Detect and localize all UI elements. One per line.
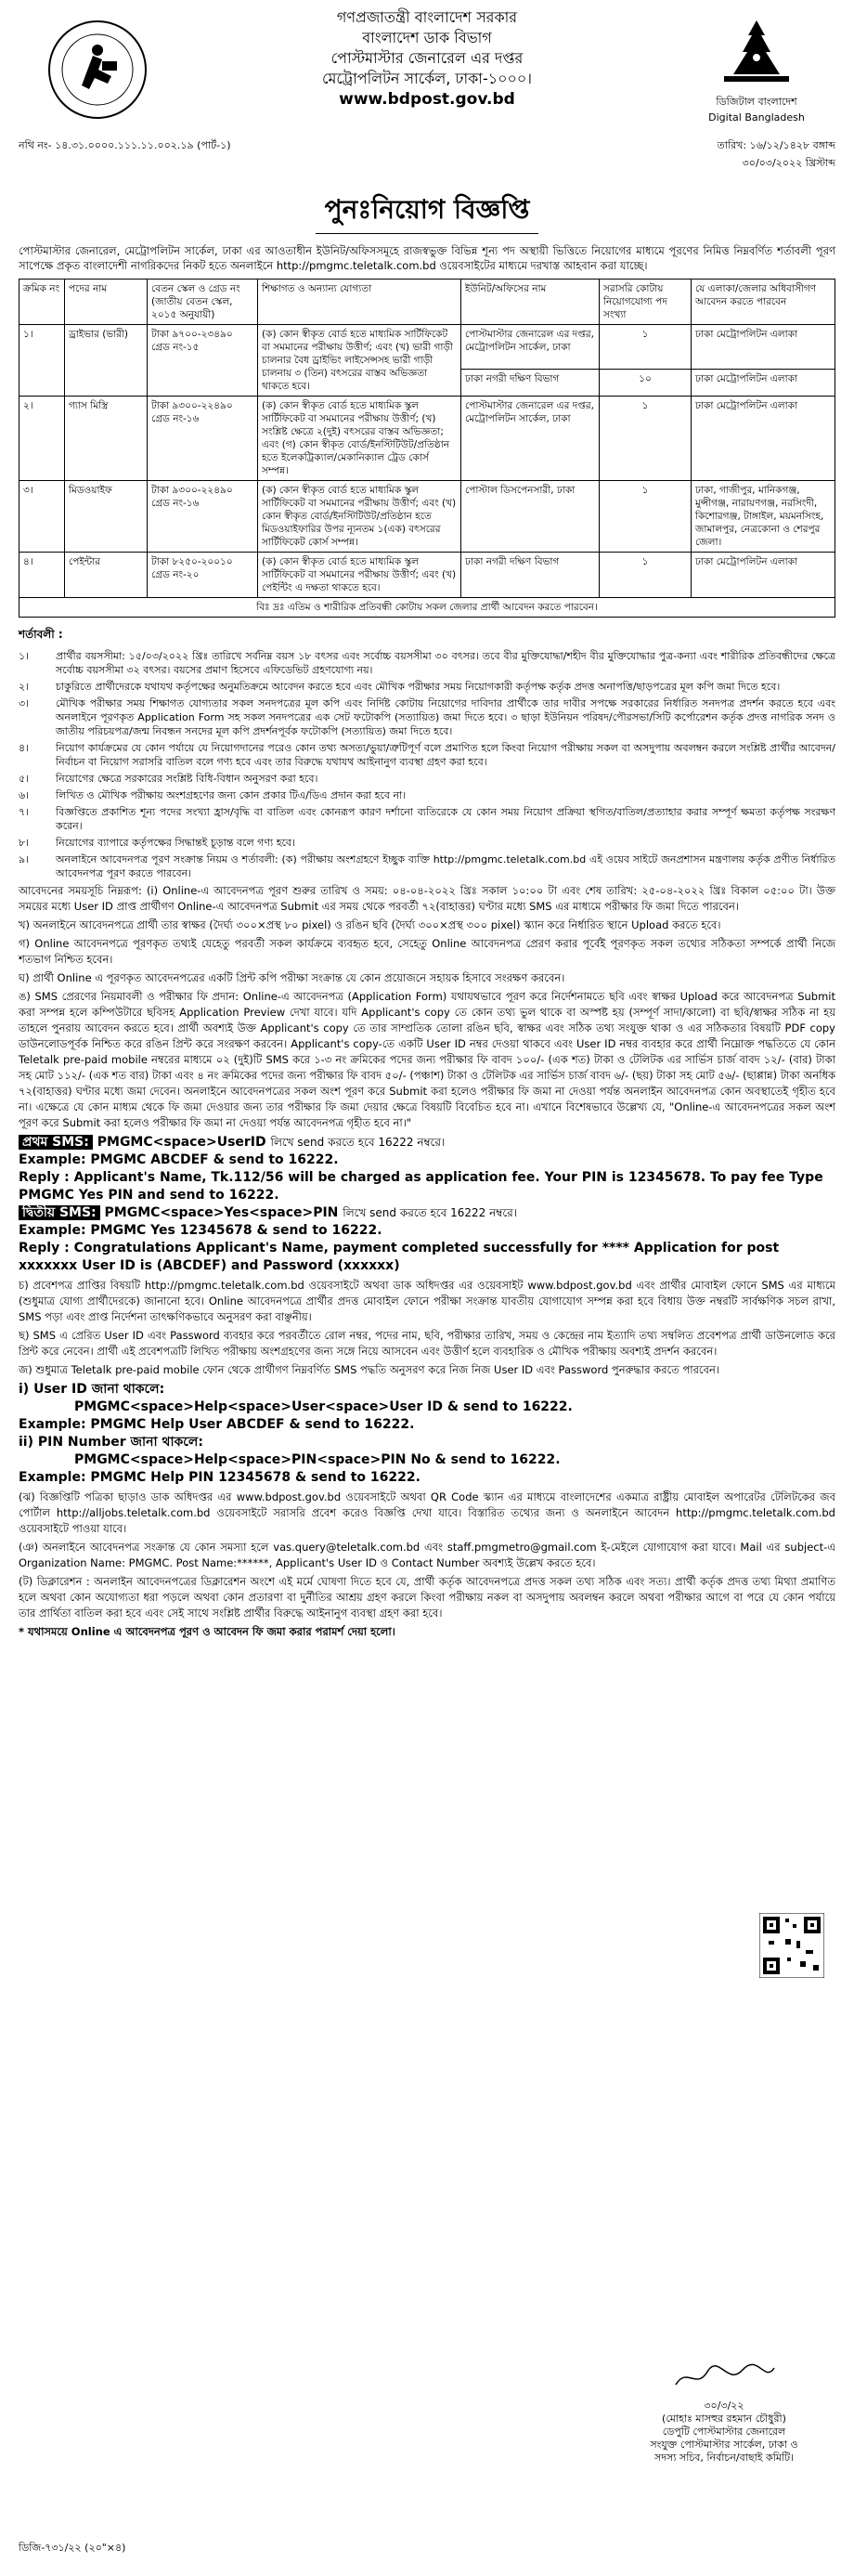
notice-page xyxy=(19,0,835,2554)
conditions-list xyxy=(19,649,835,880)
print-paragraph: ঘ) প্রার্থী Online এ পূরণকৃত আবেদনপত্রের একটি প্রিন্ট কপি পরীক্ষা সংক্রান্ত যে কোন প্রয়োজনে সহায়ক হিসাবে সংরক্ষণ করবেন। xyxy=(19,971,565,984)
first-sms-tail: লিখে send করতে হবে 16222 নম্বরে। xyxy=(270,1136,446,1149)
first-sms-reply: Reply : Applicant's Name, Tk.112/56 will be charged as application fee. Your PIN is 12345678. To pay fee Type PMGMC Yes PIN and send to 16222. xyxy=(19,1170,823,1203)
declaration-paragraph: (ট) ডিক্লারেশন : অনলাইন আবেদনপত্রের ডিক্লারেশন অংশে এই মর্মে ঘোষণা দিতে হবে যে, প্রার্থী কর্তৃক আবেদনপত্রে প্রদত্ত সকল তথ্য সঠিক এবং সত্য। প্রার্থী কর্তৃক প্রদত্ত তথ্য মিথ্যা প্রমাণিত হলে অথবা কোন অযোগ্যতা ধরা পড়লে অথবা কোন প্রতারণা বা দুর্নীতির আশ্রয় গ্রহণ করলে কিংবা পরীক্ষায় নকল বা অসদুপায় অবলম্বন করলে অথবা পরীক্ষার আগে বা পরে যে কোন পর্যায়ে তার প্রার্থিতা বাতিল করা হবে এবং সেই সাথে সংশ্লিষ্ট প্রার্থীর বিরুদ্ধে আইনানুগ ব্যবস্থা গ্রহণ করা হবে। xyxy=(19,1575,835,1620)
row-serial: ২। xyxy=(19,397,65,481)
item-text: নিয়োগের ক্ষেত্রে সরকারের সংশ্লিষ্ট বিধি-বিধান অনুসরণ করা হবে। xyxy=(56,773,318,785)
recovery-block xyxy=(19,1381,835,1487)
memo-date-bn: তারিখ: ১৬/১২/১৪২৮ বঙ্গাব্দ xyxy=(717,139,835,151)
website-line: www.bdpost.gov.bd xyxy=(339,90,515,109)
letterhead xyxy=(19,7,835,147)
userid-password-paragraph: ছ) SMS এ প্রেরিত User ID এবং Password ব্যবহার করে পরবর্তীতে রোল নম্বর, পদের নাম, ছবি, পরীক্ষার তারিখ, সময় ও কেন্দ্রের নাম ইত্যাদি তথ্য সম্বলিত প্রবেশপত্র প্রার্থী ডাউনলোড করে প্রিন্ট করে নেবেন। প্রার্থী এই প্রবেশপত্রটি লিখিত পরীক্ষায় অংশগ্রহণের জন্য সঙ্গে নিয়ে আসবেন এবং উত্তীর্ণ হলে ব্যবহারিক ও মৌখিক পরীক্ষায় অবশ্যই প্রদর্শন করবেন। xyxy=(19,1329,835,1358)
list-item xyxy=(19,680,835,694)
row-area: ঢাকা মেট্রোপলিটন এলাকা xyxy=(692,325,835,370)
item-number: ৩। xyxy=(19,697,30,709)
item-text: বিজ্ঞপ্তিতে প্রকাশিত শূন্য পদের সংখ্যা হ্রাস/বৃদ্ধি বা বাতিল এবং কোনরূপ কারণ দর্শানো ব্যতিরেকে যে কোন সময় নিয়োগ প্রক্রিয়া স্থগিত/বাতিল/প্রত্যাহার করার সম্পূর্ণ ক্ষমতা কর্তৃপক্ষ সংরক্ষণ করেন। xyxy=(56,806,835,832)
conditions-heading: শর্তাবলী : xyxy=(19,628,63,641)
list-item xyxy=(19,696,835,738)
row-serial: ১। xyxy=(19,325,65,397)
item-number: ২। xyxy=(19,681,30,693)
sms-rules-paragraph: ঙ) SMS প্রেরণের নিয়মাবলী ও পরীক্ষার ফি প্রদান: Online-এ আবেদনপত্র (Application Form) যথাযথভাবে পূরণ করে নির্দেশনামতে ছবি এবং স্বাক্ষর Upload করে আবেদনপত্র Submit করা সম্পন্ন হলে কম্পিউটারে ছবিসহ Application Preview দেখা যাবে। যদি Applicant's copy তে কোন তথ্য ভুল থাকে বা অস্পষ্ট হয় (সম্পূর্ণ সাদা/কালো) বা ছবি/স্বাক্ষর সঠিক না হয় তাহলে পুনরায় আবেদন করতে হবে। প্রার্থী অবশ্যই উক্ত Applicant's copy তে তার সাম্প্রতিক তোলা রঙিন ছবি, স্বাক্ষর এবং সঠিক তথ্য সংযুক্ত থাকা ও এর সঠিকতার বিষয়টি PDF copy ডাউনলোডপূর্বক নিশ্চিত করে রঙিন প্রিন্ট করে সংরক্ষণ করবেন। Applicant's copy-তে একটি User ID নম্বর দেওয়া থাকবে এবং User ID নম্বর ব্যবহার করে প্রার্থী নিম্নোক্ত পদ্ধতিতে যে কোন Teletalk pre-paid mobile নম্বরের মাধ্যমে ০২ (দুই)টি SMS করে ১-৩ নং ক্রমিকের পদের জন্য পরীক্ষার ফি বাবদ ১০০/- (এক শত) টাকা ও টেলিটক এর সার্ভিস চার্জ বাবদ ১২/- (বার) টাকা সহ মোট ১১২/- (এক শত বার) টাকা এবং ৪ নং ক্রমিকের পদের জন্য পরীক্ষার ফি বাবদ ৫০/- (পঞ্চাশ) টাকা ও টেলিটক এর সার্ভিস চার্জ বাবদ ৬/- (ছয়) টাকা সহ মোট ৫৬/- (ছাপ্পান্ন) টাকা অনধিক ৭২(বাহাত্তর) ঘণ্টার মধ্যে জমা দেবেন। অনলাইনে আবেদনপত্রের সকল অংশ পূরণ করে Submit করা হলেও পরীক্ষার ফি জমা না দেওয়া পর্যন্ত অনলাইন আবেদনপত্র কোন অবস্থাতেই গৃহীত হবে না। এক্ষেত্রে যে কোন মাধ্যম থেকে ফি জমা দেওয়ার জন্য তার পরীক্ষার ফি জমা দেয়ার ক্ষেত্রে বিষয়টি বিবেচিত হবে না। এখানে বিশেষভাবে উল্লেখ্য যে, "Online-এ আবেদনপত্রের সকল অংশ পূরণ করে Submit করা হলেও পরীক্ষার ফি জমা না দেওয়া পর্যন্ত আবেদনপত্র গৃহীত হবে না।" xyxy=(19,990,835,1129)
footer-code: ডিজি-৭৩১/২২ (২০"×৪) xyxy=(19,2542,126,2554)
list-item xyxy=(19,852,835,880)
row-serial: ৩। xyxy=(19,481,65,553)
second-sms-reply: Reply : Congratulations Applicant's Name, payment completed successfully for **** Application for post xxxxxxx User ID is (ABCDEF) and Password (xxxxxx) xyxy=(19,1241,780,1273)
list-item xyxy=(19,649,835,677)
row-count: ১ xyxy=(600,481,692,553)
row-count: ১ xyxy=(600,325,692,370)
row-post: গ্যাস মিস্ত্রি xyxy=(65,397,148,481)
item-text: চাকুরিতে প্রার্থীদেরকে যথাযথ কর্তৃপক্ষের অনুমতিক্রমে আবেদন করতে হবে এবং মৌখিক পরীক্ষার সময় নিয়োগকারী কর্তৃপক্ষ কর্তৃক প্রদত্ত অনাপত্তি/ছাড়পত্রের মূল কপি জমা দিতে হবে। xyxy=(56,681,781,693)
website-paragraph: (ঝ) বিজ্ঞপ্তিটি পত্রিকা ছাড়াও ডাক অধিদপ্তর এর www.bdpost.gov.bd ওয়েবসাইটে অথবা QR Code স্ক্যান এর মাধ্যমে বাংলাদেশের একমাত্র রাষ্ট্রীয় মোবাইল অপারেটর টেলিটকের জব পোর্টাল http://alljobs.teletalk.com.bd ওয়েবসাইটে সরাসরি প্রবেশ করেও বিজ্ঞপ্তি দেখা যাবে। বিস্তারিত তথ্যের জন্য ও অনলাইনে আবেদন http://pmgmc.teletalk.com.bd ওয়েবসাইটে পাওয়া যাবে। xyxy=(19,1490,835,1535)
second-sms-tail: লিখে send করতে হবে 16222 নম্বরে। xyxy=(343,1206,518,1219)
item-number: ৪। xyxy=(19,742,30,754)
list-item xyxy=(19,741,835,769)
upload-paragraph: খ) অনলাইনে আবেদনপত্রে প্রার্থী তার স্বাক্ষর (দৈর্ঘ্য ৩০০×প্রস্থ ৮০ pixel) ও রঙিন ছবি (দৈর্ঘ্য ৩০০×প্রস্থ ৩০০ pixel) স্ক্যান করে নির্ধারিত স্থানে Upload করতে হবে। xyxy=(19,918,721,931)
row-area: ঢাকা মেট্রোপলিটন এলাকা xyxy=(692,397,835,481)
digital-bangladesh-emblem-icon xyxy=(715,17,798,91)
col-serial: ক্রমিক নং xyxy=(19,280,65,325)
row-unit: ঢাকা নগরী দক্ষিণ বিভাগ xyxy=(461,553,600,598)
vacancy-table xyxy=(19,279,835,618)
first-sms-line xyxy=(19,1134,835,1151)
col-unit: ইউনিট/অফিসের নাম xyxy=(461,280,600,325)
row-unit: পোস্টমাস্টার জেনারেল এর দপ্তর, মেট্রোপলিটন সার্কেল, ঢাকা xyxy=(461,397,600,481)
admit-card-paragraph: চ) প্রবেশপত্র প্রাপ্তির বিষয়টি http://pmgmc.teletalk.com.bd ওয়েবসাইটে অথবা ডাক অধিদপ্তর এর ওয়েবসাইট www.bdpost.gov.bd এবং প্রার্থীর মোবাইল ফোনে SMS এর মাধ্যমে (শুধুমাত্র যোগ্য প্রার্থীদেরকে) জানানো হবে। Online আবেদনপত্রে প্রার্থীর প্রদত্ত মোবাইল ফোনে পরীক্ষা সংক্রান্ত যাবতীয় যোগাযোগ সম্পন্ন করা হবে বিধায় উক্ত নম্বরটি সার্বক্ষণিক সচল রাখা, SMS পড়া এবং প্রাপ্ত নির্দেশনা তাৎক্ষণিকভাবে অনুসরণ করা বাঞ্ছনীয়। xyxy=(19,1279,835,1323)
row-post: ড্রাইভার (ভারী) xyxy=(65,325,148,397)
table-row xyxy=(19,325,835,370)
pin-recovery-heading: ii) PIN Number জানা থাকলে: xyxy=(19,1435,203,1450)
second-sms-block xyxy=(19,1204,835,1275)
item-number: ৭। xyxy=(19,806,30,818)
row-area: ঢাকা মেট্রোপলিটন এলাকা xyxy=(692,370,835,397)
notice-title: পুনঃনিয়োগ বিজ্ঞপ্তি xyxy=(316,189,539,234)
item-number: ১। xyxy=(19,650,30,662)
row-qualification: (ক) কোন স্বীকৃত বোর্ড হতে মাধ্যমিক স্কুল সার্টিফিকেট বা সমমানের পরীক্ষায় উত্তীর্ণ; এবং (খ) পেইন্টিং এ দক্ষতা থাকতে হবে। xyxy=(258,553,461,598)
userid-recovery-format: PMGMC<space>Help<space>User<space>User ID & send to 16222. xyxy=(74,1399,573,1414)
signatory-title-1: ডেপুটি পোস্টমাস্টার জেনারেল xyxy=(662,2426,786,2438)
row-post: মিডওয়াইফ xyxy=(65,481,148,553)
schedule-paragraph: আবেদনের সময়সূচি নিম্নরূপ: (i) Online-এ আবেদনপত্র পূরণ শুরুর তারিখ ও সময়: ০৪-০৪-২০২২ খ্রিঃ সকাল ১০:০০ টা এবং শেষ তারিখ: ২৫-০৪-২০২২ খ্রিঃ বিকাল ০৫:০০ টা। উক্ত সময়ের মধ্যে User ID প্রাপ্ত প্রার্থীগণ Online-এ আবেদনপত্র Submit এর সময় থেকে পরবর্তী ৭২(বাহাত্তর) ঘণ্টার মধ্যে SMS এর মাধ্যমে পরীক্ষার ফি জমা দিতে পারবেন। xyxy=(19,884,835,913)
intro-paragraph: পোস্টমাস্টার জেনারেল, মেট্রোপলিটন সার্কেল, ঢাকা এর আওতাধীন ইউনিট/অফিসসমূহে রাজস্বভুক্ত বিভিন্ন শূন্য পদ অস্থায়ী ভিত্তিতে নিয়োগের মাধ্যমে পূরণের নিমিত্ত নিম্নবর্ণিত শর্তাবলী পূরণ সাপেক্ষে প্রকৃত বাংলাদেশী নাগরিকদের নিকট হতে অনলাইনে http://pmgmc.teletalk.com.bd ওয়েবসাইটের মাধ্যমে দরখাস্ত আহবান করা যাচ্ছে। xyxy=(19,244,835,272)
table-row xyxy=(19,481,835,553)
row-scale: টাকা ৮২৫০-২০০১০ গ্রেড নং-২০ xyxy=(148,553,258,598)
row-scale: টাকা ৯৩০০-২২৪৯০ গ্রেড নং-১৬ xyxy=(148,481,258,553)
item-text: প্রার্থীর বয়সসীমা: ১৫/০৩/২০২২ খ্রিঃ তারিখে সর্বনিম্ন বয়স ১৮ বৎসর এবং সর্বোচ্চ বয়সসীমা ৩০ বৎসর। তবে বীর মুক্তিযোদ্ধা/শহীদ বীর মুক্তিযোদ্ধার পুত্র-কন্যা এবং শারীরিক প্রতিবন্ধীদের ক্ষেত্রে সর্বোচ্চ বয়সসীমা ৩২ বৎসর। বয়সের প্রমাণ হিসেবে এফিডেভিট গ্রহণযোগ্য নয়। xyxy=(56,650,835,676)
item-number: ৫। xyxy=(19,773,30,785)
table-row xyxy=(19,397,835,481)
item-number: ৮। xyxy=(19,837,30,849)
row-count: ১ xyxy=(600,397,692,481)
contact-paragraph: (ঞ) অনলাইনে আবেদনপত্র সংক্রান্ত যে কোন সমস্যা হলে vas.query@teletalk.com.bd এবং staff.pmgmetro@gmail.com ই-মেইলে যোগাযোগ করা যাবে। Mail এর subject-এ Organization Name: PMGMC. Post Name:******, Applicant's User ID ও Contact Number অবশ্যই উল্লেখ করতে হবে। xyxy=(19,1541,835,1569)
digital-bangladesh-logo xyxy=(696,17,817,124)
signature-date: ৩০/৩/২২ xyxy=(704,2400,744,2412)
signature-block xyxy=(631,2359,817,2465)
table-note: বিঃ দ্রঃ এতিম ও শারীরিক প্রতিবন্ধী কোটায় সকল জেলার প্রার্থী আবেদন করতে পারবেন। xyxy=(19,598,835,618)
row-qualification: (ক) কোন স্বীকৃত বোর্ড হতে মাধ্যমিক স্কুল সার্টিফিকেট বা সমমানের পরীক্ষায় উত্তীর্ণ; এবং (খ) কোন স্বীকৃত বোর্ড/ইনস্টিটিউট/প্রতিষ্ঠান হতে মিডওয়াইফারির উপর ন্যূনতম ১(এক) বৎসরের সার্টিফিকেট কোর্স সম্পন্ন। xyxy=(258,481,461,553)
first-sms-example: Example: PMGMC ABCDEF & send to 16222. xyxy=(19,1152,339,1167)
signatory-title-2: সংযুক্ত পোস্টমাস্টার সার্কেল, ঢাকা ও xyxy=(650,2439,798,2451)
item-text: লিখিত ও মৌখিক পরীক্ষায় অংশগ্রহণের জন্য কোন প্রকার টিএ/ডিএ প্রদান করা হবে না। xyxy=(56,789,407,801)
row-serial: ৪। xyxy=(19,553,65,598)
row-qualification: (ক) কোন স্বীকৃত বোর্ড হতে মাধ্যমিক স্কুল সার্টিফিকেট বা সমমানের পরীক্ষায় উত্তীর্ণ; (খ) সংশ্লিষ্ট ক্ষেত্রে ২(দুই) বৎসরের বাস্তব অভিজ্ঞতা; এবং (গ) কোন স্বীকৃত বোর্ড/ইনস্টিটিউট/প্রতিষ্ঠান হতে ইলেকট্রিক্যাল/মেকানিক্যাল ট্রেড কোর্স সম্পন্ন। xyxy=(258,397,461,481)
list-item xyxy=(19,788,835,802)
row-scale: টাকা ৯৩০০-২২৪৯০ গ্রেড নং-১৬ xyxy=(148,397,258,481)
row-unit: পোস্টমাস্টার জেনারেল এর দপ্তর, মেট্রোপলিটন সার্কেল, ঢাকা xyxy=(461,325,600,370)
department-line: বাংলাদেশ ডাক বিভাগ xyxy=(362,29,492,46)
row-post: পেইন্টার xyxy=(65,553,148,598)
col-scale: বেতন স্কেল ও গ্রেড নং (জাতীয় বেতন স্কেল, ২০১৫ অনুযায়ী) xyxy=(148,280,258,325)
bangladesh-post-logo xyxy=(46,19,149,121)
memo-date-en: ৩০/০৩/২০২২ খ্রিস্টাব্দ xyxy=(742,157,835,169)
table-header-row xyxy=(19,280,835,325)
row-scale: টাকা ৯৭০০-২৩৪৯০ গ্রেড নং-১৫ xyxy=(148,325,258,397)
office-line: পোস্টমাস্টার জেনারেল এর দপ্তর xyxy=(330,49,524,67)
first-sms-block xyxy=(19,1134,835,1204)
table-row xyxy=(19,553,835,598)
item-text: মৌখিক পরীক্ষার সময় শিক্ষাগত যোগ্যতার সকল সনদপত্রের মূল কপি এবং নির্দিষ্ট কোটায় নিয়োগের দাবিদার প্রার্থীকে তার দাবীর সপক্ষে সরকারের নির্ধারিত সনদপত্র প্রদর্শন করতে হবে এবং অনলাইনে পূরণকৃত Application Form সহ সকল সনদপত্রের এক সেট ফটোকপি (সত্যায়িত) জমা দিতে হবে। ৩ ছাড়া ইউনিয়ন পরিষদ/পৌরসভা/সিটি কর্পোরেশন কর্তৃক প্রদত্ত নাগরিক সনদ ও জাতীয় পরিচয়পত্র/জন্ম নিবন্ধন সনদের মূল কপি প্রদর্শনপূর্বক ফটোকপি (সত্যায়িত) জমা দিতে হবে। xyxy=(56,697,835,737)
govt-line: গণপ্রজাতন্ত্রী বাংলাদেশ সরকার xyxy=(336,8,518,26)
row-qualification: (ক) কোন স্বীকৃত বোর্ড হতে মাধ্যমিক সার্টিফিকেট বা সমমানের পরীক্ষায় উত্তীর্ণ; এবং (খ) ভারী গাড়ী চালনার বৈধ ড্রাইভিং লাইসেন্সসহ ভারী গাড়ী চালনায় ৩ (তিন) বৎসরের বাস্তব অভিজ্ঞতা থাকতে হবে। xyxy=(258,325,461,397)
qr-code-icon[interactable] xyxy=(759,1913,824,1978)
signatory-title-3: সদস্য সচিব, নির্বাচন/বাছাই কমিটি। xyxy=(653,2452,795,2464)
row-unit: পোস্টাল ডিসপেনসারী, ঢাকা xyxy=(461,481,600,553)
list-item xyxy=(19,805,835,833)
circle-line: মেট্রোপলিটন সার্কেল, ঢাকা-১০০০। xyxy=(321,70,533,87)
table-note-row xyxy=(19,598,835,618)
row-count: ১ xyxy=(600,553,692,598)
second-sms-line xyxy=(19,1204,835,1222)
col-post: পদের নাম xyxy=(65,280,148,325)
userid-recovery-heading: i) User ID জানা থাকলে: xyxy=(19,1382,165,1397)
item-number: ৬। xyxy=(19,789,30,801)
pin-recovery-format: PMGMC<space>Help<space>PIN<space>PIN No & send to 16222. xyxy=(74,1452,561,1467)
signatory-name: (মোহাঃ মাসহুর রহমান চৌধুরী) xyxy=(662,2413,786,2425)
item-text: নিয়োগের ব্যাপারে কর্তৃপক্ষের সিদ্ধান্তই চূড়ান্ত বলে গণ্য হবে। xyxy=(56,837,295,849)
digital-bangladesh-bn: ডিজিটাল বাংলাদেশ xyxy=(716,96,797,108)
recovery-paragraph: জ) শুধুমাত্র Teletalk pre-paid mobile ফোন থেকে প্রার্থীগণ নিম্নবর্ণিত SMS পদ্ধতি অনুসরণ করে নিজ নিজ User ID এবং Password পুনরুদ্ধার করতে পারবেন। xyxy=(19,1363,719,1376)
col-qualification: শিক্ষাগত ও অন্যান্য যোগ্যতা xyxy=(258,280,461,325)
row-area: ঢাকা মেট্রোপলিটন এলাকা xyxy=(692,553,835,598)
digital-bangladesh-en: Digital Bangladesh xyxy=(708,111,805,124)
second-sms-example: Example: PMGMC Yes 12345678 & send to 16222. xyxy=(19,1223,382,1238)
col-count: সরাসরি কোটায় নিয়োগযোগ্য পদ সংখ্যা xyxy=(600,280,692,325)
userid-recovery-example: Example: PMGMC Help User ABCDEF & send to 16222. xyxy=(19,1417,415,1432)
item-number: ৯। xyxy=(19,853,30,865)
item-text: নিয়োগ কার্যক্রমের যে কোন পর্যায়ে যে নিয়োগদানের পরেও কোন তথ্য অসত্য/ভুয়া/ত্রুটিপূর্ণ বলে প্রমাণিত হলে কিংবা নিয়োগ পরীক্ষায় সকল বা অসদুপায় অবলম্বন করলে সংশ্লিষ্ট প্রার্থীর আবেদন/নির্বাচন বা নিয়োগ সরাসরি বাতিল বলে গণ্য হবে এবং তার বিরুদ্ধে যথাযথ আইনানুগ ব্যবস্থা গ্রহণ করা হবে। xyxy=(56,742,835,768)
row-unit: ঢাকা নগরী দক্ষিণ বিভাগ xyxy=(461,370,600,397)
second-sms-format: PMGMC<space>Yes<space>PIN xyxy=(104,1205,339,1220)
memo-number: নথি নং- ১৪.৩১.০০০০.১১১.১১.০০২.১৯ (পার্ট-১) xyxy=(19,139,231,151)
first-sms-format: PMGMC<space>UserID xyxy=(97,1135,266,1150)
item-text: অনলাইনে আবেদনপত্র পূরণ সংক্রান্ত নিয়ম ও শর্তাবলী: (ক) পরীক্ষায় অংশগ্রহণে ইচ্ছুক ব্যক্তি http://pmgmc.teletalk.com.bd এই ওয়েব সাইটে জনপ্রশাসন মন্ত্রণালয় কর্তৃক প্রণীত নির্ধারিত আবেদনপত্র পূরণ করতে পারবেন। xyxy=(56,853,835,879)
final-note: * যথাসময়ে Online এ আবেদনপত্র পূরণ ও আবেদন ফি জমা করার পরামর্শ দেয়া হলো। xyxy=(19,1625,395,1638)
first-sms-tag: প্রথম SMS: xyxy=(19,1135,93,1150)
list-item xyxy=(19,836,835,850)
pin-recovery-example: Example: PMGMC Help PIN 12345678 & send to 16222. xyxy=(19,1470,421,1485)
accuracy-paragraph: গ) Online আবেদনপত্রে পূরণকৃত তথ্যই যেহেতু পরবর্তী সকল কার্যক্রমে ব্যবহৃত হবে, সেহেতু Online আবেদনপত্র প্রেরণ করার পূর্বেই পূরণকৃত সকল তথ্যের সঠিকতা সম্পর্কে প্রার্থী নিজে শতভাগ নিশ্চিত হবেন। xyxy=(19,937,835,966)
col-area: যে এলাকা/জেলার অধিবাসীগণ আবেদন করতে পারবেন xyxy=(692,280,835,325)
handwritten-signature-icon xyxy=(668,2359,780,2396)
second-sms-tag: দ্বিতীয় SMS: xyxy=(19,1205,100,1220)
row-count: ১০ xyxy=(600,370,692,397)
list-item xyxy=(19,772,835,786)
row-area: ঢাকা, গাজীপুর, মানিকগঞ্জ, মুন্সীগঞ্জ, নারায়ণগঞ্জ, নরসিংদী, কিশোরগঞ্জ, টাঙ্গাইল, ময়মনসিংহ, জামালপুর, নেত্রকোনা ও শেরপুর জেলা। xyxy=(692,481,835,553)
